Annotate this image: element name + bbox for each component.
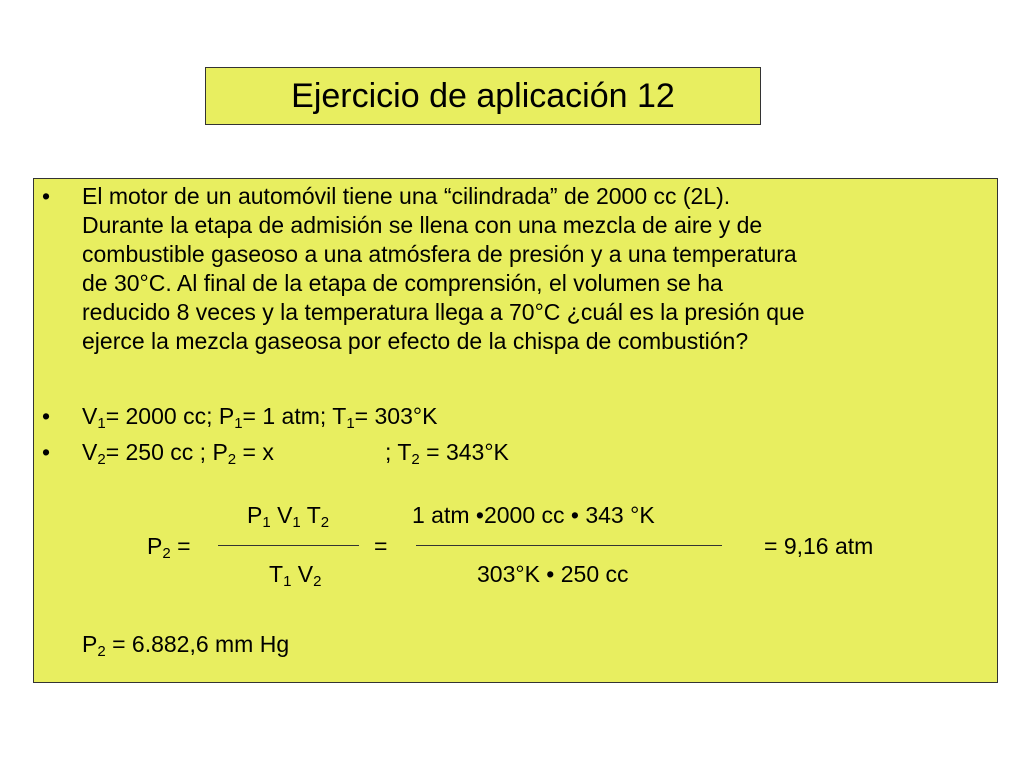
formula-lhs: $P_2$ = [147,533,191,562]
problem-line: combustible gaseoso a una atmósfera de presión y a una temperatura [82,241,797,267]
title-box [205,67,761,125]
formula-numerator: $P_1$ $V_1$ $T_2$ [247,502,330,531]
state1-line: $V_1= 2000$ cc; $P_1= 1$ atm; $T_1= 303^\circ K$ [82,403,438,432]
state2-temperature: ; $T_2 = 343^\circ K$ [385,439,509,468]
state2-line: $V_2= 250$ cc ; $P_2 = x$ [82,439,274,468]
final-result: $P_2 = 6.882,6$ mm Hg [82,631,290,660]
problem-statement [82,182,982,356]
values-fraction-bar [416,545,722,546]
content-panel [33,178,998,683]
bullet-marker: • [42,403,51,429]
formula-equals: = [374,533,388,559]
fraction-bar [218,545,359,546]
formula-denominator: $T_1$ $V_2$ [269,561,322,590]
values-numerator: 1 atm •2000 cc • 343 °K [412,502,655,528]
problem-line: de 30°C. Al final de la etapa de comprensión, el volumen se ha [82,270,723,296]
problem-line: El motor de un automóvil tiene una “cilindrada” de 2000 cc (2L). [82,183,731,209]
bullet-marker: • [42,439,51,465]
bullet-marker: • [42,183,51,209]
problem-line: Durante la etapa de admisión se llena con una mezcla de aire y de [82,212,763,238]
formula-result: = 9,16 atm [764,533,874,559]
problem-line: reducido 8 veces y la temperatura llega a 70°C ¿cuál es la presión que [82,299,805,325]
slide-title: Ejercicio de aplicación 12 [291,77,675,115]
problem-line: ejerce la mezcla gaseosa por efecto de la chispa de combustión? [82,328,749,354]
values-denominator: 303°K • 250 cc [477,561,629,587]
